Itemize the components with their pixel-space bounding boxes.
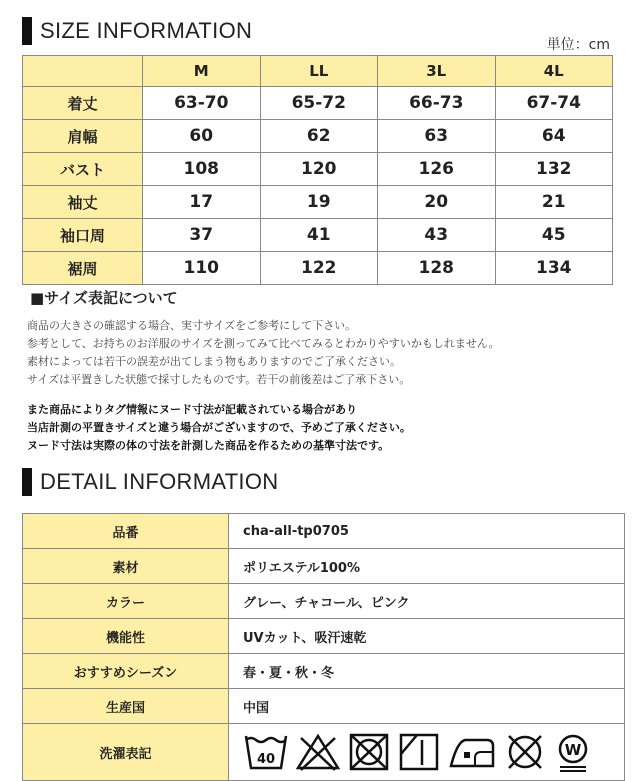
size-cell: 110 bbox=[143, 252, 261, 285]
note-line: 参考として、お持ちのお洋服のサイズを測ってみて比べてみるとわかりやすいかもしれません。 bbox=[27, 337, 500, 350]
no-tumble-dry-icon bbox=[347, 732, 391, 772]
size-cell: 66-73 bbox=[378, 87, 496, 120]
size-row-label: 袖口周 bbox=[23, 219, 143, 252]
size-cell: 120 bbox=[260, 153, 378, 186]
size-cell: 64 bbox=[495, 120, 613, 153]
section-bar bbox=[22, 468, 32, 496]
size-cell: 122 bbox=[260, 252, 378, 285]
detail-label: カラー bbox=[23, 584, 229, 619]
detail-value: ポリエステル100% bbox=[229, 549, 625, 584]
size-cell: 41 bbox=[260, 219, 378, 252]
detail-section-header bbox=[22, 468, 278, 496]
line-dry-shade-icon bbox=[397, 732, 441, 772]
detail-label: 洗濯表記 bbox=[23, 724, 229, 781]
table-row bbox=[23, 186, 613, 219]
size-section-title: SIZE INFORMATION bbox=[40, 18, 253, 43]
size-notes-list bbox=[27, 317, 500, 389]
wash-temp-text: 40 bbox=[256, 752, 276, 767]
table-row bbox=[23, 219, 613, 252]
size-col-header: 4L bbox=[495, 56, 613, 87]
detail-label: 生産国 bbox=[23, 689, 229, 724]
no-bleach-icon bbox=[295, 732, 341, 772]
detail-table bbox=[22, 513, 625, 781]
table-row bbox=[23, 252, 613, 285]
size-table bbox=[22, 55, 613, 285]
note-bold-line: ヌード寸法は実際の体の寸法を計測した商品を作るための基準寸法です。 bbox=[27, 439, 390, 452]
size-row-label: 袖丈 bbox=[23, 186, 143, 219]
note-line: 商品の大きさの確認する場合、実寸サイズをご参考にして下さい。 bbox=[27, 319, 357, 332]
size-col-header: 3L bbox=[378, 56, 496, 87]
wet-clean-text: W bbox=[564, 741, 582, 759]
table-row bbox=[23, 724, 625, 781]
size-cell: 60 bbox=[143, 120, 261, 153]
detail-label: 素材 bbox=[23, 549, 229, 584]
size-cell: 67-74 bbox=[495, 87, 613, 120]
table-row bbox=[23, 689, 625, 724]
size-cell: 19 bbox=[260, 186, 378, 219]
no-dry-clean-icon bbox=[503, 732, 547, 772]
table-row bbox=[23, 153, 613, 186]
detail-section-title: DETAIL INFORMATION bbox=[40, 469, 279, 494]
note-bold-line: 当店計測の平置きサイズと違う場合がございますので、予めご了承ください。 bbox=[27, 421, 411, 434]
size-row-label: 着丈 bbox=[23, 87, 143, 120]
iron-low-icon bbox=[447, 732, 497, 772]
table-row bbox=[23, 584, 625, 619]
table-row bbox=[23, 654, 625, 689]
size-notes-bold-list bbox=[27, 401, 411, 455]
note-line: サイズは平置きした状態で採寸したものです。若干の前後差はご了承下さい。 bbox=[27, 373, 411, 386]
size-cell: 45 bbox=[495, 219, 613, 252]
note-line: 素材によっては若干の誤差が出てしまう物もありますのでご了承ください。 bbox=[27, 355, 401, 368]
detail-value: UVカット、吸汗速乾 bbox=[229, 619, 625, 654]
size-cell: 43 bbox=[378, 219, 496, 252]
wet-clean-icon bbox=[553, 732, 593, 772]
size-cell: 21 bbox=[495, 186, 613, 219]
size-notes-title: ■サイズ表記について bbox=[30, 289, 178, 307]
size-col-header: LL bbox=[260, 56, 378, 87]
size-cell: 128 bbox=[378, 252, 496, 285]
table-row bbox=[23, 549, 625, 584]
size-cell: 132 bbox=[495, 153, 613, 186]
size-cell: 63-70 bbox=[143, 87, 261, 120]
table-row bbox=[23, 619, 625, 654]
detail-label: おすすめシーズン bbox=[23, 654, 229, 689]
table-row bbox=[23, 87, 613, 120]
wash-icons-cell bbox=[229, 724, 625, 781]
size-cell: 20 bbox=[378, 186, 496, 219]
wash-icons bbox=[243, 732, 623, 772]
note-bold-line: また商品によりタグ情報にヌード寸法が記載されている場合があり bbox=[27, 403, 357, 416]
size-cell: 63 bbox=[378, 120, 496, 153]
size-col-header: M bbox=[143, 56, 261, 87]
wash-40-icon bbox=[243, 732, 289, 772]
table-row bbox=[23, 120, 613, 153]
detail-label: 品番 bbox=[23, 514, 229, 549]
detail-value: cha-all-tp0705 bbox=[229, 514, 625, 549]
size-cell: 65-72 bbox=[260, 87, 378, 120]
size-table-header-row bbox=[23, 56, 613, 87]
size-cell: 108 bbox=[143, 153, 261, 186]
size-row-label: 裾周 bbox=[23, 252, 143, 285]
size-row-label: バスト bbox=[23, 153, 143, 186]
detail-value: 春・夏・秋・冬 bbox=[229, 654, 625, 689]
size-cell: 126 bbox=[378, 153, 496, 186]
detail-value: グレー、チャコール、ピンク bbox=[229, 584, 625, 619]
size-cell: 62 bbox=[260, 120, 378, 153]
size-table-corner bbox=[23, 56, 143, 87]
size-cell: 37 bbox=[143, 219, 261, 252]
detail-value: 中国 bbox=[229, 689, 625, 724]
size-section-header bbox=[22, 17, 252, 45]
size-cell: 134 bbox=[495, 252, 613, 285]
size-cell: 17 bbox=[143, 186, 261, 219]
section-bar bbox=[22, 17, 32, 45]
size-row-label: 肩幅 bbox=[23, 120, 143, 153]
detail-label: 機能性 bbox=[23, 619, 229, 654]
table-row bbox=[23, 514, 625, 549]
unit-label: 単位：cm bbox=[546, 37, 610, 53]
